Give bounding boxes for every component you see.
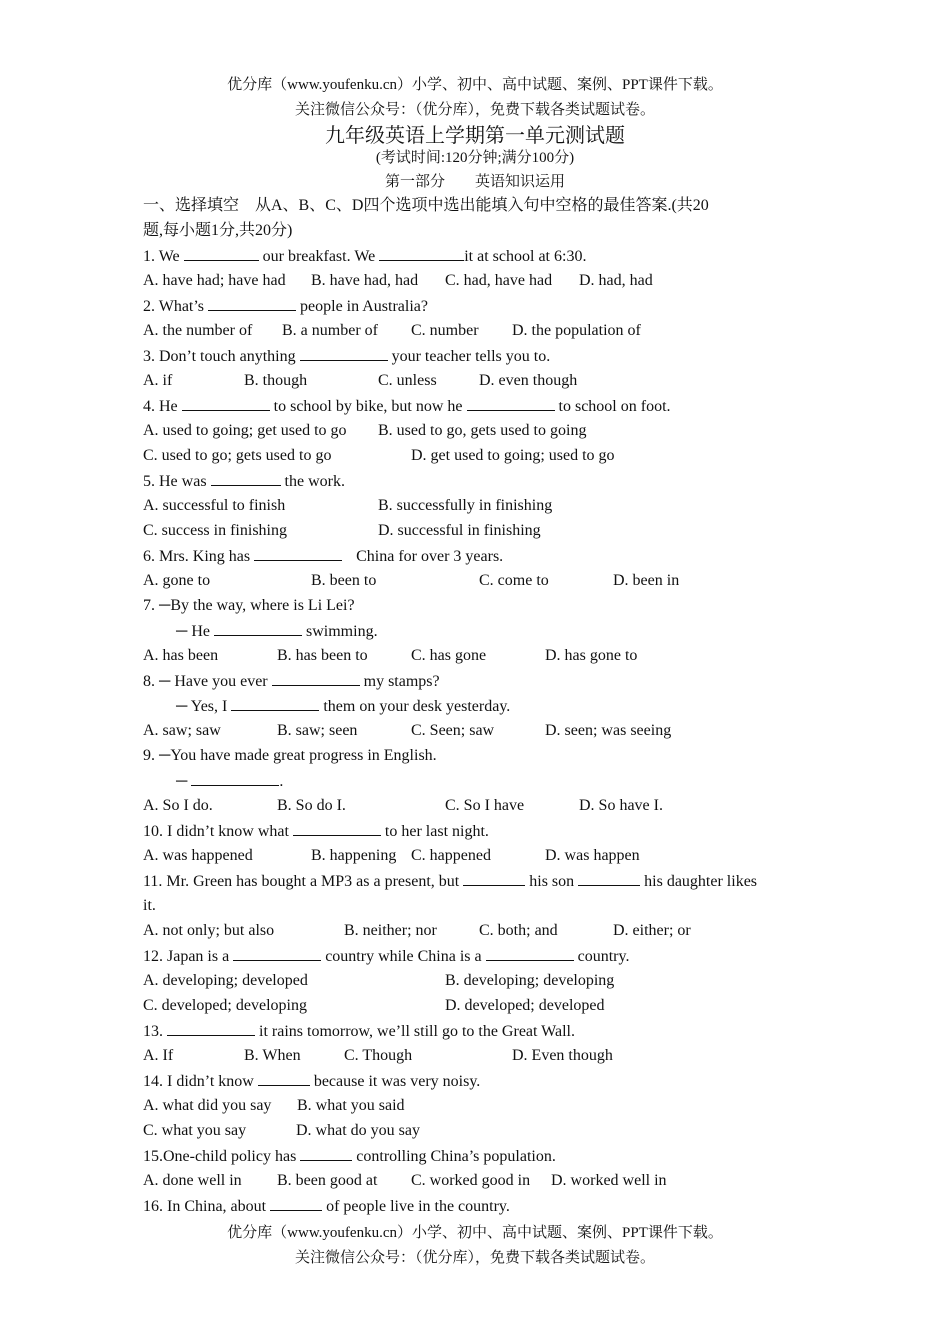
option-d[interactable]: D. what do you say [296,1122,420,1139]
answer-blank[interactable] [270,1196,322,1211]
question-11-continued: it. [143,897,156,914]
header-line-1: 优分库（www.youfenku.cn）小学、初中、高中试题、案例、PPT课件下载。 [227,77,723,93]
question-7-reply: ─ He swimming. [176,623,378,640]
answer-blank[interactable] [182,396,270,411]
option-b[interactable]: B. been to [311,572,377,589]
question-14: 14. I didn’t know because it was very noisy. [143,1073,481,1090]
answer-blank[interactable] [233,946,321,961]
question-15: 15.One-child policy has controlling China’s population. [143,1148,556,1165]
question-10-options [0,846,950,866]
option-d[interactable]: D. been in [613,572,680,589]
answer-blank[interactable] [463,871,525,886]
option-b[interactable]: B. have had, had [311,272,419,289]
question-8: 8. ─ Have you ever my stamps? [143,673,440,690]
page-title: 九年级英语上学期第一单元测试题 [325,125,625,147]
question-6: 6. Mrs. King has China for over 3 years. [143,548,504,565]
part-label: 第一部分 [384,174,445,190]
option-c[interactable]: C. So I have [445,797,525,814]
option-b[interactable]: B. successfully in finishing [378,497,553,514]
answer-blank[interactable] [300,346,388,361]
option-a[interactable]: A. So I do. [143,797,213,814]
option-b[interactable]: B. developing; developing [445,972,615,989]
footer-line-2: 关注微信公众号：（优分库），免费下载各类试题试卷。 [294,1250,655,1266]
question-4-options-row-2 [0,446,950,466]
option-d[interactable]: D. get used to going; used to go [411,447,615,464]
question-2: 2. What’s people in Australia? [143,298,428,315]
question-9: 9. ─You have made great progress in English. [143,747,437,764]
option-c[interactable]: C. unless [378,372,437,389]
answer-blank[interactable] [293,821,381,836]
option-b[interactable]: B. saw; seen [277,722,358,739]
option-d[interactable]: D. worked well in [551,1172,667,1189]
option-c[interactable]: C. has gone [411,647,487,664]
question-7-options [0,646,950,666]
answer-blank[interactable] [254,546,342,561]
answer-blank[interactable] [167,1021,255,1036]
question-13: 13. it rains tomorrow, we’ll still go to the Great Wall. [143,1023,575,1040]
question-16: 16. In China, about of people live in the country. [143,1198,510,1215]
option-d[interactable]: D. seen; was seeing [545,722,672,739]
option-b[interactable]: B. a number of [282,322,378,339]
answer-blank[interactable] [184,246,259,261]
question-1-options [0,271,950,291]
part-name: 英语知识运用 [475,174,566,190]
answer-blank[interactable] [578,871,640,886]
option-a[interactable]: A. used to going; get used to go [143,422,347,439]
question-8-options [0,721,950,741]
footer-line-1: 优分库（www.youfenku.cn）小学、初中、高中试题、案例、PPT课件下载。 [227,1225,723,1241]
option-d[interactable]: D. had, had [579,272,653,289]
answer-blank[interactable] [258,1071,310,1086]
question-10: 10. I didn’t know what to her last night. [143,823,489,840]
option-b[interactable]: B. happening [311,847,397,864]
question-12-options-row-2 [0,996,950,1016]
option-b[interactable]: B. So do I. [277,797,346,814]
option-a[interactable]: A. have had; have had [143,272,286,289]
question-9-reply: ─ . [176,773,284,790]
answer-blank[interactable] [231,696,319,711]
option-c[interactable]: C. worked good in [411,1172,531,1189]
option-c[interactable]: C. Seen; saw [411,722,495,739]
option-a[interactable]: A. was happened [143,847,253,864]
question-2-options [0,321,950,341]
question-6-options [0,571,950,591]
question-9-options [0,796,950,816]
option-c[interactable]: C. number [411,322,479,339]
question-11: 11. Mr. Green has bought a MP3 as a present, but his son his daughter likes [143,873,758,890]
option-c[interactable]: C. what you say [143,1122,247,1139]
question-5-options-row-2 [0,521,950,541]
option-c[interactable]: C. had, have had [445,272,553,289]
option-d[interactable]: D. So have I. [579,797,663,814]
question-12-options-row-1 [0,971,950,991]
option-d[interactable]: D. was happen [545,847,640,864]
option-c[interactable]: C. both; and [479,922,558,939]
option-a[interactable]: A. has been [143,647,219,664]
question-5-options-row-1 [0,496,950,516]
option-b[interactable]: B. has been to [277,647,368,664]
option-d[interactable]: D. even though [479,372,578,389]
option-b[interactable]: B. been good at [277,1172,378,1189]
option-c[interactable]: C. come to [479,572,549,589]
option-d[interactable]: D. either; or [613,922,691,939]
option-a[interactable]: A. what did you say [143,1097,272,1114]
option-a[interactable]: A. saw; saw [143,722,221,739]
option-c[interactable]: C. happened [411,847,491,864]
answer-blank[interactable] [191,771,279,786]
question-3-options [0,371,950,391]
option-d[interactable]: D. the population of [512,322,641,339]
option-a[interactable]: A. if [143,372,173,389]
answer-blank[interactable] [486,946,574,961]
answer-blank[interactable] [467,396,555,411]
option-d[interactable]: D. Even though [512,1047,613,1064]
option-a[interactable]: A. not only; but also [143,922,275,939]
option-a[interactable]: A. gone to [143,572,211,589]
option-b[interactable]: B. neither; nor [344,922,437,939]
option-c[interactable]: C. Though [344,1047,413,1064]
option-c[interactable]: C. success in finishing [143,522,287,539]
option-b[interactable]: B. what you said [297,1097,405,1114]
option-d[interactable]: D. developed; developed [445,997,605,1014]
header-line-2: 关注微信公众号：（优分库），免费下载各类试题试卷。 [294,102,655,118]
section-instruction-line-2: 题,每小题1分,共20分) [143,222,293,239]
option-b[interactable]: B. used to go, gets used to going [378,422,587,439]
answer-blank[interactable] [208,296,296,311]
answer-blank[interactable] [379,246,464,261]
option-a[interactable]: A. the number of [143,322,253,339]
option-a[interactable]: A. developing; developed [143,972,308,989]
question-8-reply: ─ Yes, I them on your desk yesterday. [176,698,511,715]
question-1: 1. We our breakfast. We it at school at 6:30. [143,248,587,265]
question-4-options-row-1 [0,421,950,441]
part-heading [0,170,950,191]
option-b[interactable]: B. When [244,1047,301,1064]
answer-blank[interactable] [272,671,360,686]
question-15-options [0,1171,950,1191]
question-14-options-row-2 [0,1121,950,1141]
question-13-options [0,1046,950,1066]
option-d[interactable]: D. has gone to [545,647,638,664]
answer-blank[interactable] [214,621,302,636]
option-a[interactable]: A. If [143,1047,174,1064]
answer-blank[interactable] [300,1146,352,1161]
question-11-options [0,921,950,941]
exam-info: (考试时间:120分钟;满分100分) [375,150,575,166]
section-instruction-line-1: 一、选择填空 从A、B、C、D四个选项中选出能填入句中空格的最佳答案.(共20 [143,197,709,214]
option-a[interactable]: A. successful to finish [143,497,286,514]
option-c[interactable]: C. used to go; gets used to go [143,447,332,464]
option-b[interactable]: B. though [244,372,308,389]
question-7: 7. ─By the way, where is Li Lei? [143,597,355,614]
question-14-options-row-1 [0,1096,950,1116]
question-5: 5. He was the work. [143,473,345,490]
option-c[interactable]: C. developed; developing [143,997,307,1014]
question-12: 12. Japan is a country while China is a country. [143,948,630,965]
option-a[interactable]: A. done well in [143,1172,242,1189]
option-d[interactable]: D. successful in finishing [378,522,541,539]
question-4: 4. He to school by bike, but now he to school on foot. [143,398,671,415]
question-3: 3. Don’t touch anything your teacher tells you to. [143,348,551,365]
answer-blank[interactable] [211,471,281,486]
